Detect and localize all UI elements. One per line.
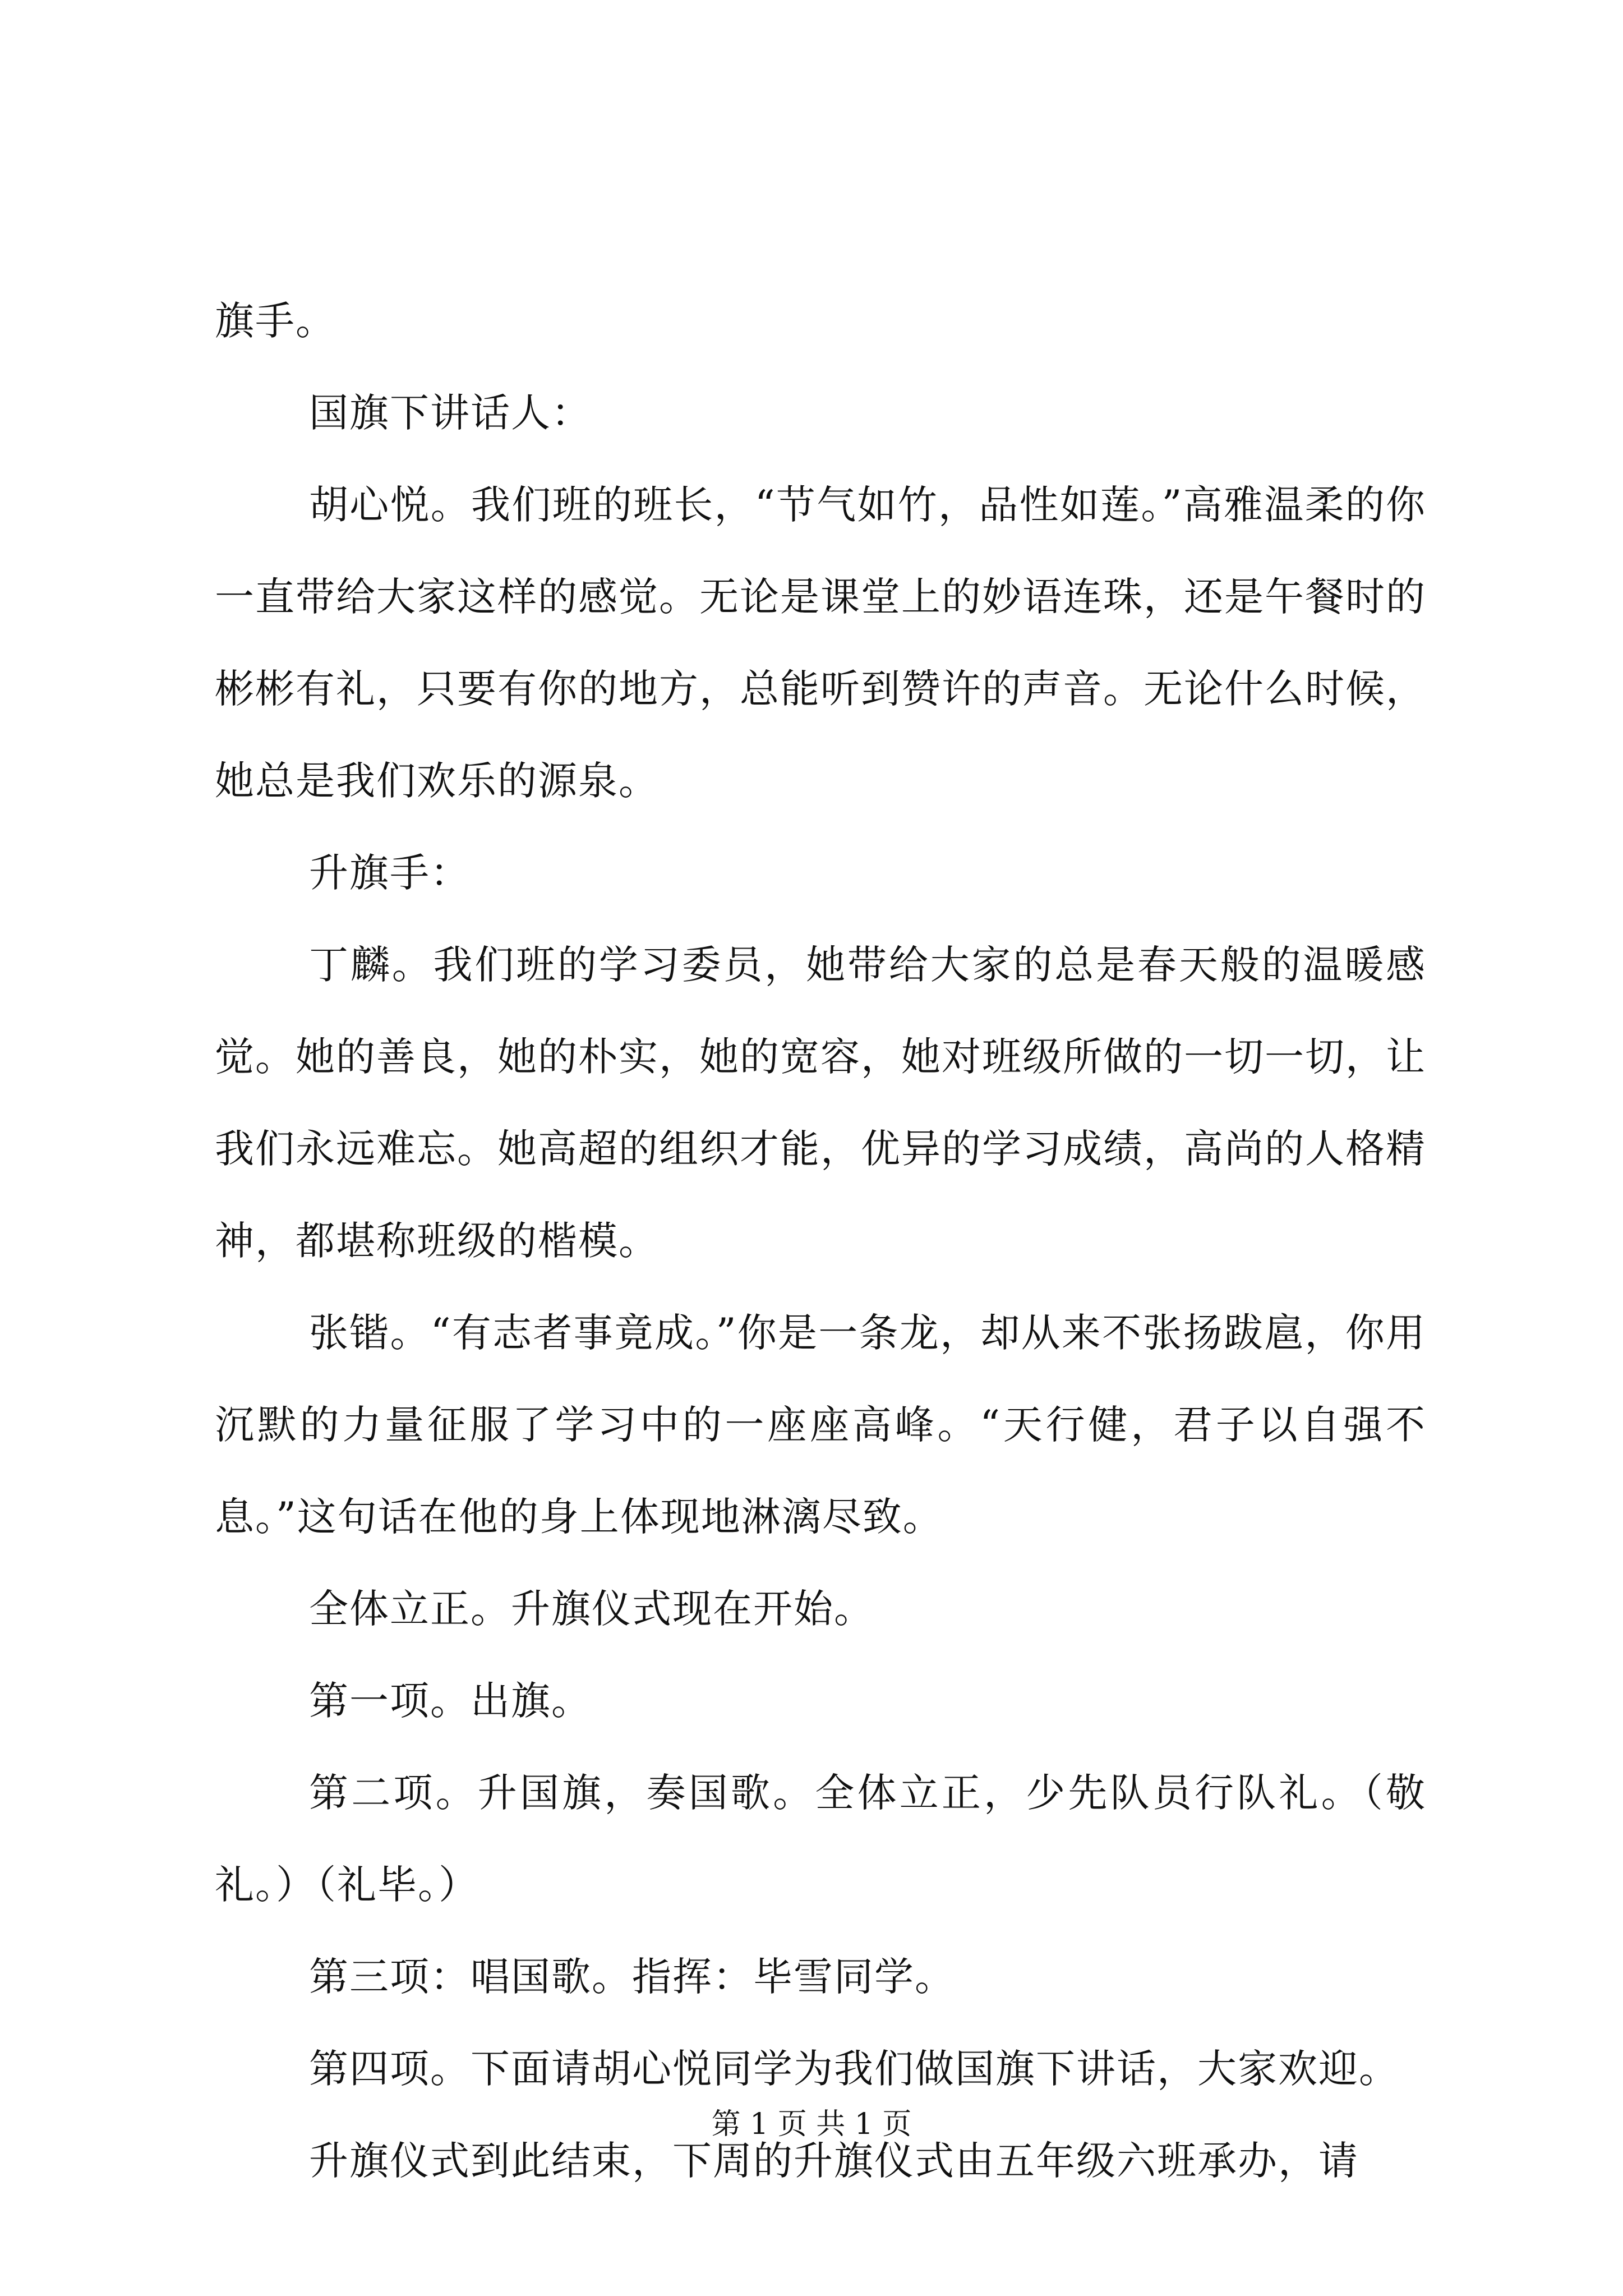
paragraph-item-4: 第四项。下面请胡心悦同学为我们做国旗下讲话，大家欢迎。 [309, 2046, 1399, 2092]
paragraph-item-2: 第二项。升国旗，奏国歌。全体立正，少先队员行队礼。（敬礼。）（礼毕。） [215, 1770, 1426, 1908]
paragraph-flag-raiser-heading: 升旗手： [309, 850, 471, 896]
paragraph-item-1: 第一项。出旗。 [309, 1678, 592, 1724]
paragraph-ceremony-start: 全体立正。升旗仪式现在开始。 [309, 1586, 874, 1632]
paragraph-speaker-heading: 国旗下讲话人： [309, 390, 592, 436]
page-number-footer: 第 1 页 共 1 页 [711, 2108, 912, 2141]
paragraph-item-3: 第三项：唱国歌。指挥：毕雪同学。 [309, 1954, 955, 2000]
paragraph-flag-raiser-2: 张锴。“有志者事竟成。”你是一条龙，却从来不张扬跋扈，你用沉默的力量征服了学习中的一座座高峰。“天行健，君子以自强不息。”这句话在他的身上体现地淋漓尽致。 [215, 1310, 1426, 1540]
paragraph-closing: 升旗仪式到此结束，下周的升旗仪式由五年级六班承办，请 [309, 2138, 1359, 2184]
paragraph-continuation: 旗手。 [215, 298, 336, 344]
document-body [215, 275, 1426, 2207]
paragraph-flag-raiser-1: 丁麟。我们班的学习委员，她带给大家的总是春天般的温暖感觉。她的善良，她的朴实，她的宽容，她对班级所做的一切一切，让我们永远难忘。她高超的组织才能，优异的学习成绩，高尚的人格精神，都堪称班级的楷模。 [215, 942, 1426, 1264]
paragraph-speaker-intro: 胡心悦。我们班的班长，“节气如竹，品性如莲。”高雅温柔的你一直带给大家这样的感觉。无论是课堂上的妙语连珠，还是午餐时的彬彬有礼，只要有你的地方，总能听到赞许的声音。无论什么时候，她总是我们欢乐的源泉。 [215, 482, 1426, 804]
